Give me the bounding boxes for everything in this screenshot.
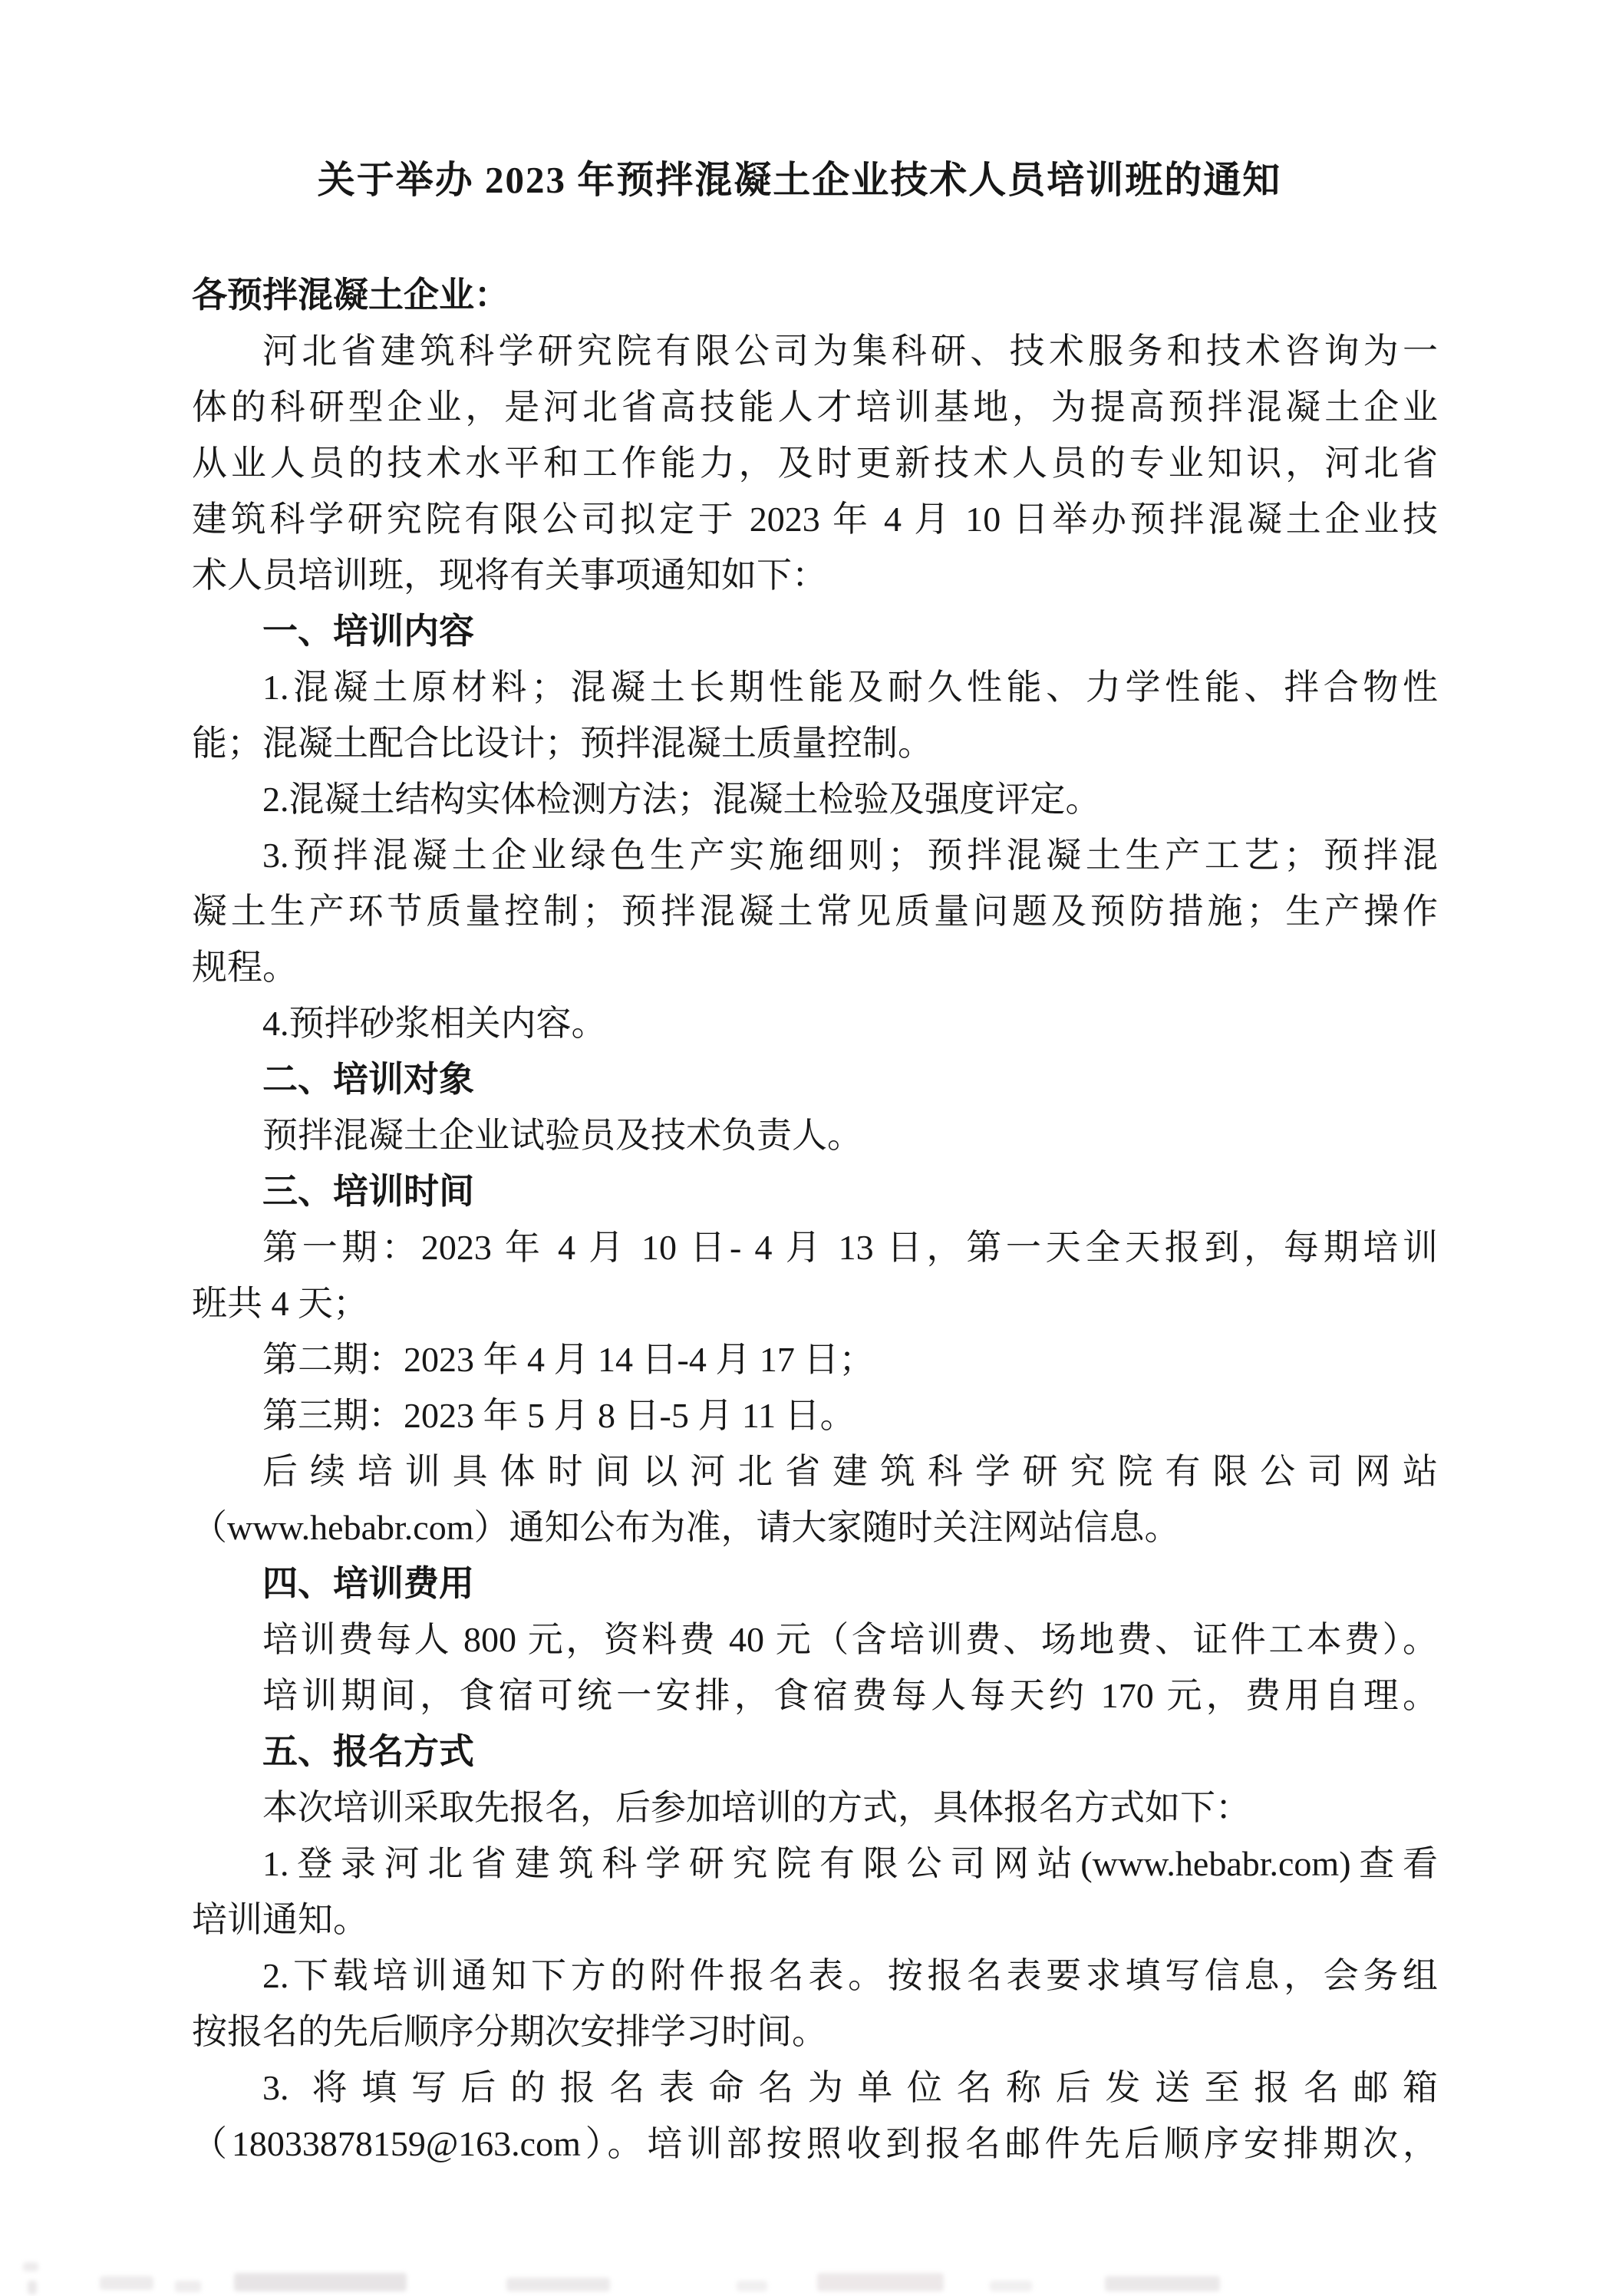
body-line: 从业人员的技术水平和工作能力，及时更新技术人员的专业知识，河北省 — [192, 444, 1438, 483]
body-line: 2.下载培训通知下方的附件报名表。按报名表要求填写信息，会务组 — [262, 1956, 1438, 1995]
scan-smudge — [23, 2262, 38, 2271]
section-heading-1: 一、培训内容 — [262, 612, 474, 651]
section-heading-2: 二、培训对象 — [262, 1060, 474, 1099]
body-line: 能；混凝土配合比设计；预拌混凝土质量控制。 — [192, 724, 933, 763]
body-line: 本次培训采取先报名，后参加培训的方式，具体报名方式如下： — [262, 1788, 1251, 1827]
body-line: 班共 4 天； — [192, 1284, 368, 1323]
body-line: 2.混凝土结构实体检测方法；混凝土检验及强度评定。 — [262, 780, 1101, 819]
document-body — [192, 267, 1438, 2172]
body-line: 培训通知。 — [192, 1900, 368, 1939]
body-line: 按报名的先后顺序分期次安排学习时间。 — [192, 2012, 827, 2051]
body-line: 规程。 — [192, 948, 298, 987]
body-line: 1.混凝土原材料；混凝土长期性能及耐久性能、力学性能、拌合物性 — [262, 668, 1438, 707]
body-line: 3. 将填写后的报名表命名为单位名称后发送至报名邮箱 — [262, 2068, 1438, 2107]
body-line: 第一期：2023 年 4 月 10 日- 4 月 13 日，第一天全天报到，每期培训 — [262, 1228, 1438, 1267]
body-line: 第三期：2023 年 5 月 8 日-5 月 11 日。 — [262, 1396, 856, 1435]
scan-smudge — [28, 2281, 37, 2294]
body-line: （www.hebabr.com）通知公布为准，请大家随时关注网站信息。 — [192, 1508, 1180, 1547]
scan-smudge — [737, 2281, 767, 2291]
body-line: 3.预拌混凝土企业绿色生产实施细则；预拌混凝土生产工艺；预拌混 — [262, 836, 1438, 875]
body-line: 术人员培训班，现将有关事项通知如下： — [192, 556, 827, 595]
scan-smudge — [506, 2278, 610, 2291]
body-line: 1.登录河北省建筑科学研究院有限公司网站(www.hebabr.com)查看 — [262, 1844, 1438, 1883]
body-line: 后续培训具体时间以河北省建筑科学研究院有限公司网站 — [262, 1452, 1438, 1491]
body-line: 培训费每人 800 元，资料费 40 元（含培训费、场地费、证件工本费）。 — [262, 1620, 1438, 1659]
salutation: 各预拌混凝土企业： — [192, 275, 509, 315]
section-heading-4: 四、培训费用 — [262, 1564, 474, 1603]
document-title: 关于举办 2023 年预拌混凝土企业技术人员培训班的通知 — [317, 159, 1282, 201]
body-line: 体的科研型企业，是河北省高技能人才培训基地，为提高预拌混凝土企业 — [192, 388, 1438, 427]
scan-smudge — [990, 2281, 1032, 2291]
scan-smudge — [234, 2273, 407, 2291]
body-line: （18033878159@163.com）。培训部按照收到报名邮件先后顺序安排期次， — [192, 2124, 1438, 2163]
scan-smudge — [175, 2281, 201, 2292]
body-line: 4.预拌砂浆相关内容。 — [262, 1004, 607, 1043]
section-heading-5: 五、报名方式 — [262, 1732, 474, 1771]
scan-smudge — [817, 2273, 944, 2291]
body-line: 河北省建筑科学研究院有限公司为集科研、技术服务和技术咨询为一 — [262, 332, 1438, 371]
body-line: 第二期：2023 年 4 月 14 日-4 月 17 日； — [262, 1340, 875, 1379]
body-line: 培训期间，食宿可统一安排，食宿费每人每天约 170 元，费用自理。 — [262, 1676, 1438, 1715]
body-line: 预拌混凝土企业试验员及技术负责人。 — [262, 1116, 862, 1155]
scan-smudge — [1105, 2276, 1220, 2291]
body-line: 凝土生产环节质量控制；预拌混凝土常见质量问题及预防措施；生产操作 — [192, 892, 1438, 931]
scan-smudge — [100, 2276, 153, 2290]
section-heading-3: 三、培训时间 — [262, 1172, 474, 1211]
body-line: 建筑科学研究院有限公司拟定于 2023 年 4 月 10 日举办预拌混凝土企业技 — [192, 500, 1438, 539]
